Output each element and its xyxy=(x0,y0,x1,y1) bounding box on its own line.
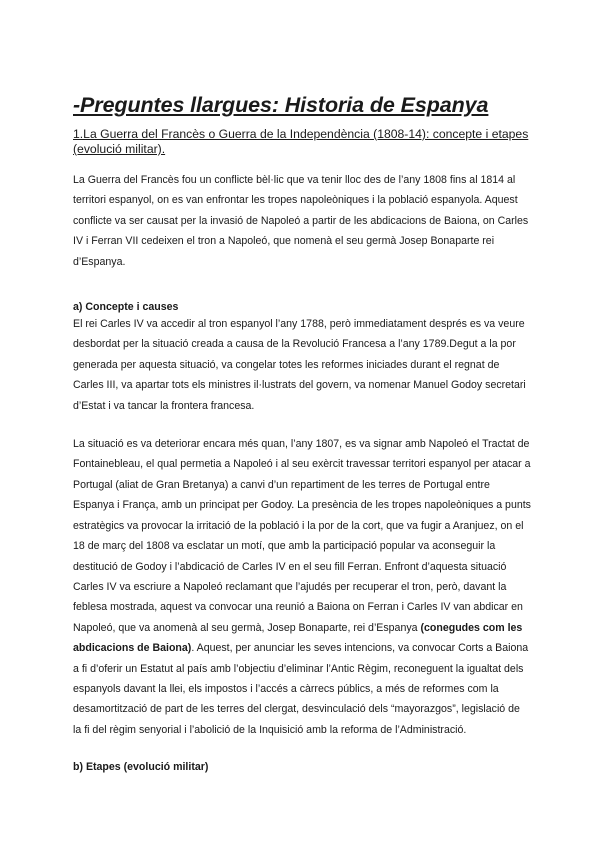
section-b-heading: b) Etapes (evolució militar) xyxy=(73,761,209,774)
bold-text: (conegudes com les abdicacions de Baiona) xyxy=(73,621,523,655)
document-page xyxy=(73,92,531,774)
paragraph-text: La situació es va deteriorar encara més quan, l’any 1807, es va signar amb Napoleó el Tractat de Fontainebleau, el qual permetia a Napoleó i al seu exèrcit travessar territori espanyol per atacar a Portugal (aliat de Gran Bretanya) a canvi d’un repartiment de les terres de Portugal entre Espanya i França, amb un principat per Godoy. La presència de les tropes napoleòniques a punts estratègics va provocar la irritació de la població i la por de la cort, que va fugir a Aranjuez, on el 18 de març del 1808 va esclatar un motí, que amb la participació popular va aconseguir la destitució de Godoy i l’abdicació de Carles IV en el seu fill Ferran. Enfront d’aquesta situació Carles IV va escriure a Napoleó reclamant que l’ajudés per recuperar el tron, però, davant la feblesa mostrada, aquest va convocar una reunió a Baiona on Ferran i Carles IV van abdicar en Napoleó, que va anomenà al seu germà, Josep Bonaparte, rei d’Espanya xyxy=(73,438,531,634)
intro-paragraph: La Guerra del Francès fou un conflicte bèl·lic que va tenir lloc des de l’any 1808 fins al 1814 al territori espanyol, on es van enfrontar les tropes napoleòniques i la població espanyola. Aquest conflicte va ser causat per la invasió de Napoleó a partir de les abdicacions de Baiona, on Carles IV i Ferran VII cedeixen el tron a Napoleó, que nomenà el seu germà Josep Bonaparte rei d’Espanya. xyxy=(73,174,529,268)
section-a-paragraph-1: El rei Carles IV va accedir al tron espanyol l’any 1788, però immediatament després es va veure desbordat per la situació creada a causa de la Revolució Francesa a l’any 1789.Degut a la por generada per aquesta situació, va congelar totes les reformes iniciades durant el regnat de Carles III, va apartar tots els ministres il·lustrats del govern, va nomenar Manuel Godoy secretari d’Estat i va tancar la frontera francesa. xyxy=(73,318,526,412)
paragraph-text: . Aquest, per anunciar les seves intencions, va convocar Corts a Baiona a fi d’oferir un Estatut al país amb l’objectiu d’eliminar l’Antic Règim, reconeguent la igualtat dels espanyols davant la llei, els impostos i l’accés a càrrecs públics, a més de reformes com la desamortització de part de les terres del clergat, desvinculació dels “mayorazgos”, legislació de la fi del règim senyorial i l’abolició de la Inquisició amb la reforma de l’Administració. xyxy=(73,642,529,736)
page-title: -Preguntes llargues: Historia de Espanya xyxy=(73,93,489,117)
section-a-heading: a) Concepte i causes xyxy=(73,301,179,314)
question-subtitle: 1.La Guerra del Francès o Guerra de la Independència (1808-14): concepte i etapes (evolució militar). xyxy=(73,127,529,156)
section-a-paragraph-2 xyxy=(73,434,531,740)
